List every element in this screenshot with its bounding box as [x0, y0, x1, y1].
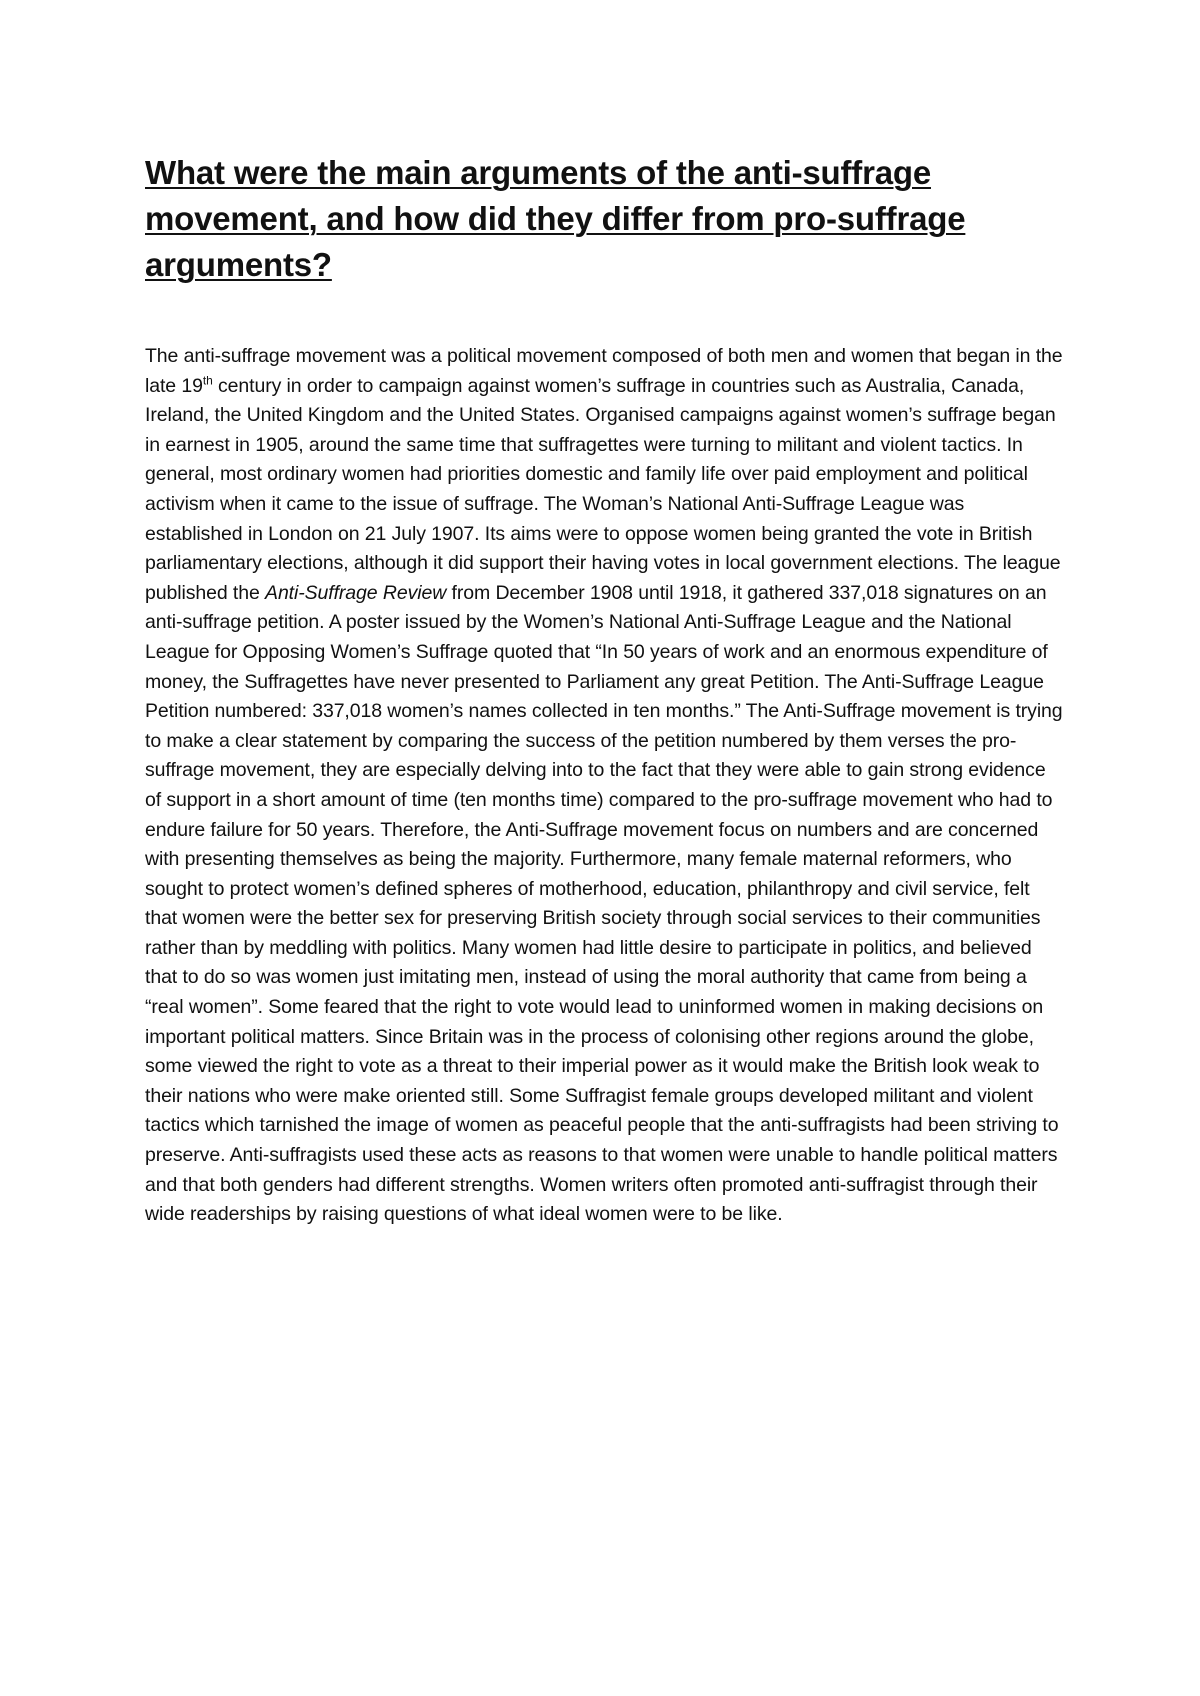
document-page: [145, 150, 1065, 1230]
body-text-part-3: from December 1908 until 1918, it gathered 337,018 signatures on an anti-suffrage petition. A poster issued by the Women’s National Anti-Suffrage League and the National League for Opposing Women’s Suffrage quoted that “In 50 years of work and an enormous expenditure of money, the Suffragettes have never presented to Parliament any great Petition. The Anti-Suffrage League Petition numbered: 337,018 women’s names collected in ten months.” The Anti-Suffrage movement is trying to make a clear statement by comparing the success of the petition numbered by them verses the pro-suffrage movement, they are especially delving into to the fact that they were able to gain strong evidence of support in a short amount of time (ten months time) compared to the pro-suffrage movement who had to endure failure for 50 years. Therefore, the Anti-Suffrage movement focus on numbers and are concerned with presenting themselves as being the majority. Furthermore, many female maternal reformers, who sought to protect women’s defined spheres of motherhood, education, philanthropy and civil service, felt that women were the better sex for preserving British society through social services to their communities rather than by meddling with politics. Many women had little desire to participate in politics, and believed that to do so was women just imitating men, instead of using the moral authority that came from being a “real women”. Some feared that the right to vote would lead to uninformed women in making decisions on important political matters. Since Britain was in the process of colonising other regions around the globe, some viewed the right to vote as a threat to their imperial power as it would make the British look weak to their nations who were make oriented still. Some Suffragist female groups developed militant and violent tactics which tarnished the image of women as peaceful people that the anti-suffragists had been striving to preserve. Anti-suffragists used these acts as reasons to that women were unable to handle political matters and that both genders had different strengths. Women writers often promoted anti-suffragist through their wide readerships by raising questions of what ideal women were to be like.: [145, 581, 1063, 1226]
document-body-paragraph: [145, 342, 1065, 1230]
document-title: What were the main arguments of the anti-suffrage movement, and how did they differ from pro-suffrage arguments?: [145, 154, 966, 283]
body-text-part-2: century in order to campaign against women’s suffrage in countries such as Australia, Canada, Ireland, the United Kingdom and the United States. Organised campaigns against women’s suffrage began in earnest in 1905, around the same time that suffragettes were turning to militant and violent tactics. In general, most ordinary women had priorities domestic and family life over paid employment and political activism when it came to the issue of suffrage. The Woman’s National Anti-Suffrage League was established in London on 21 July 1907. Its aims were to oppose women being granted the vote in British parliamentary elections, although it did support their having votes in local government elections. The league published the: [145, 374, 1061, 604]
ordinal-superscript: th: [202, 373, 213, 388]
publication-title-italic: Anti-Suffrage Review: [265, 581, 447, 604]
body-text-part-1: The anti-suffrage movement was a political movement composed of both men and women that began in the late 19: [145, 345, 1063, 397]
